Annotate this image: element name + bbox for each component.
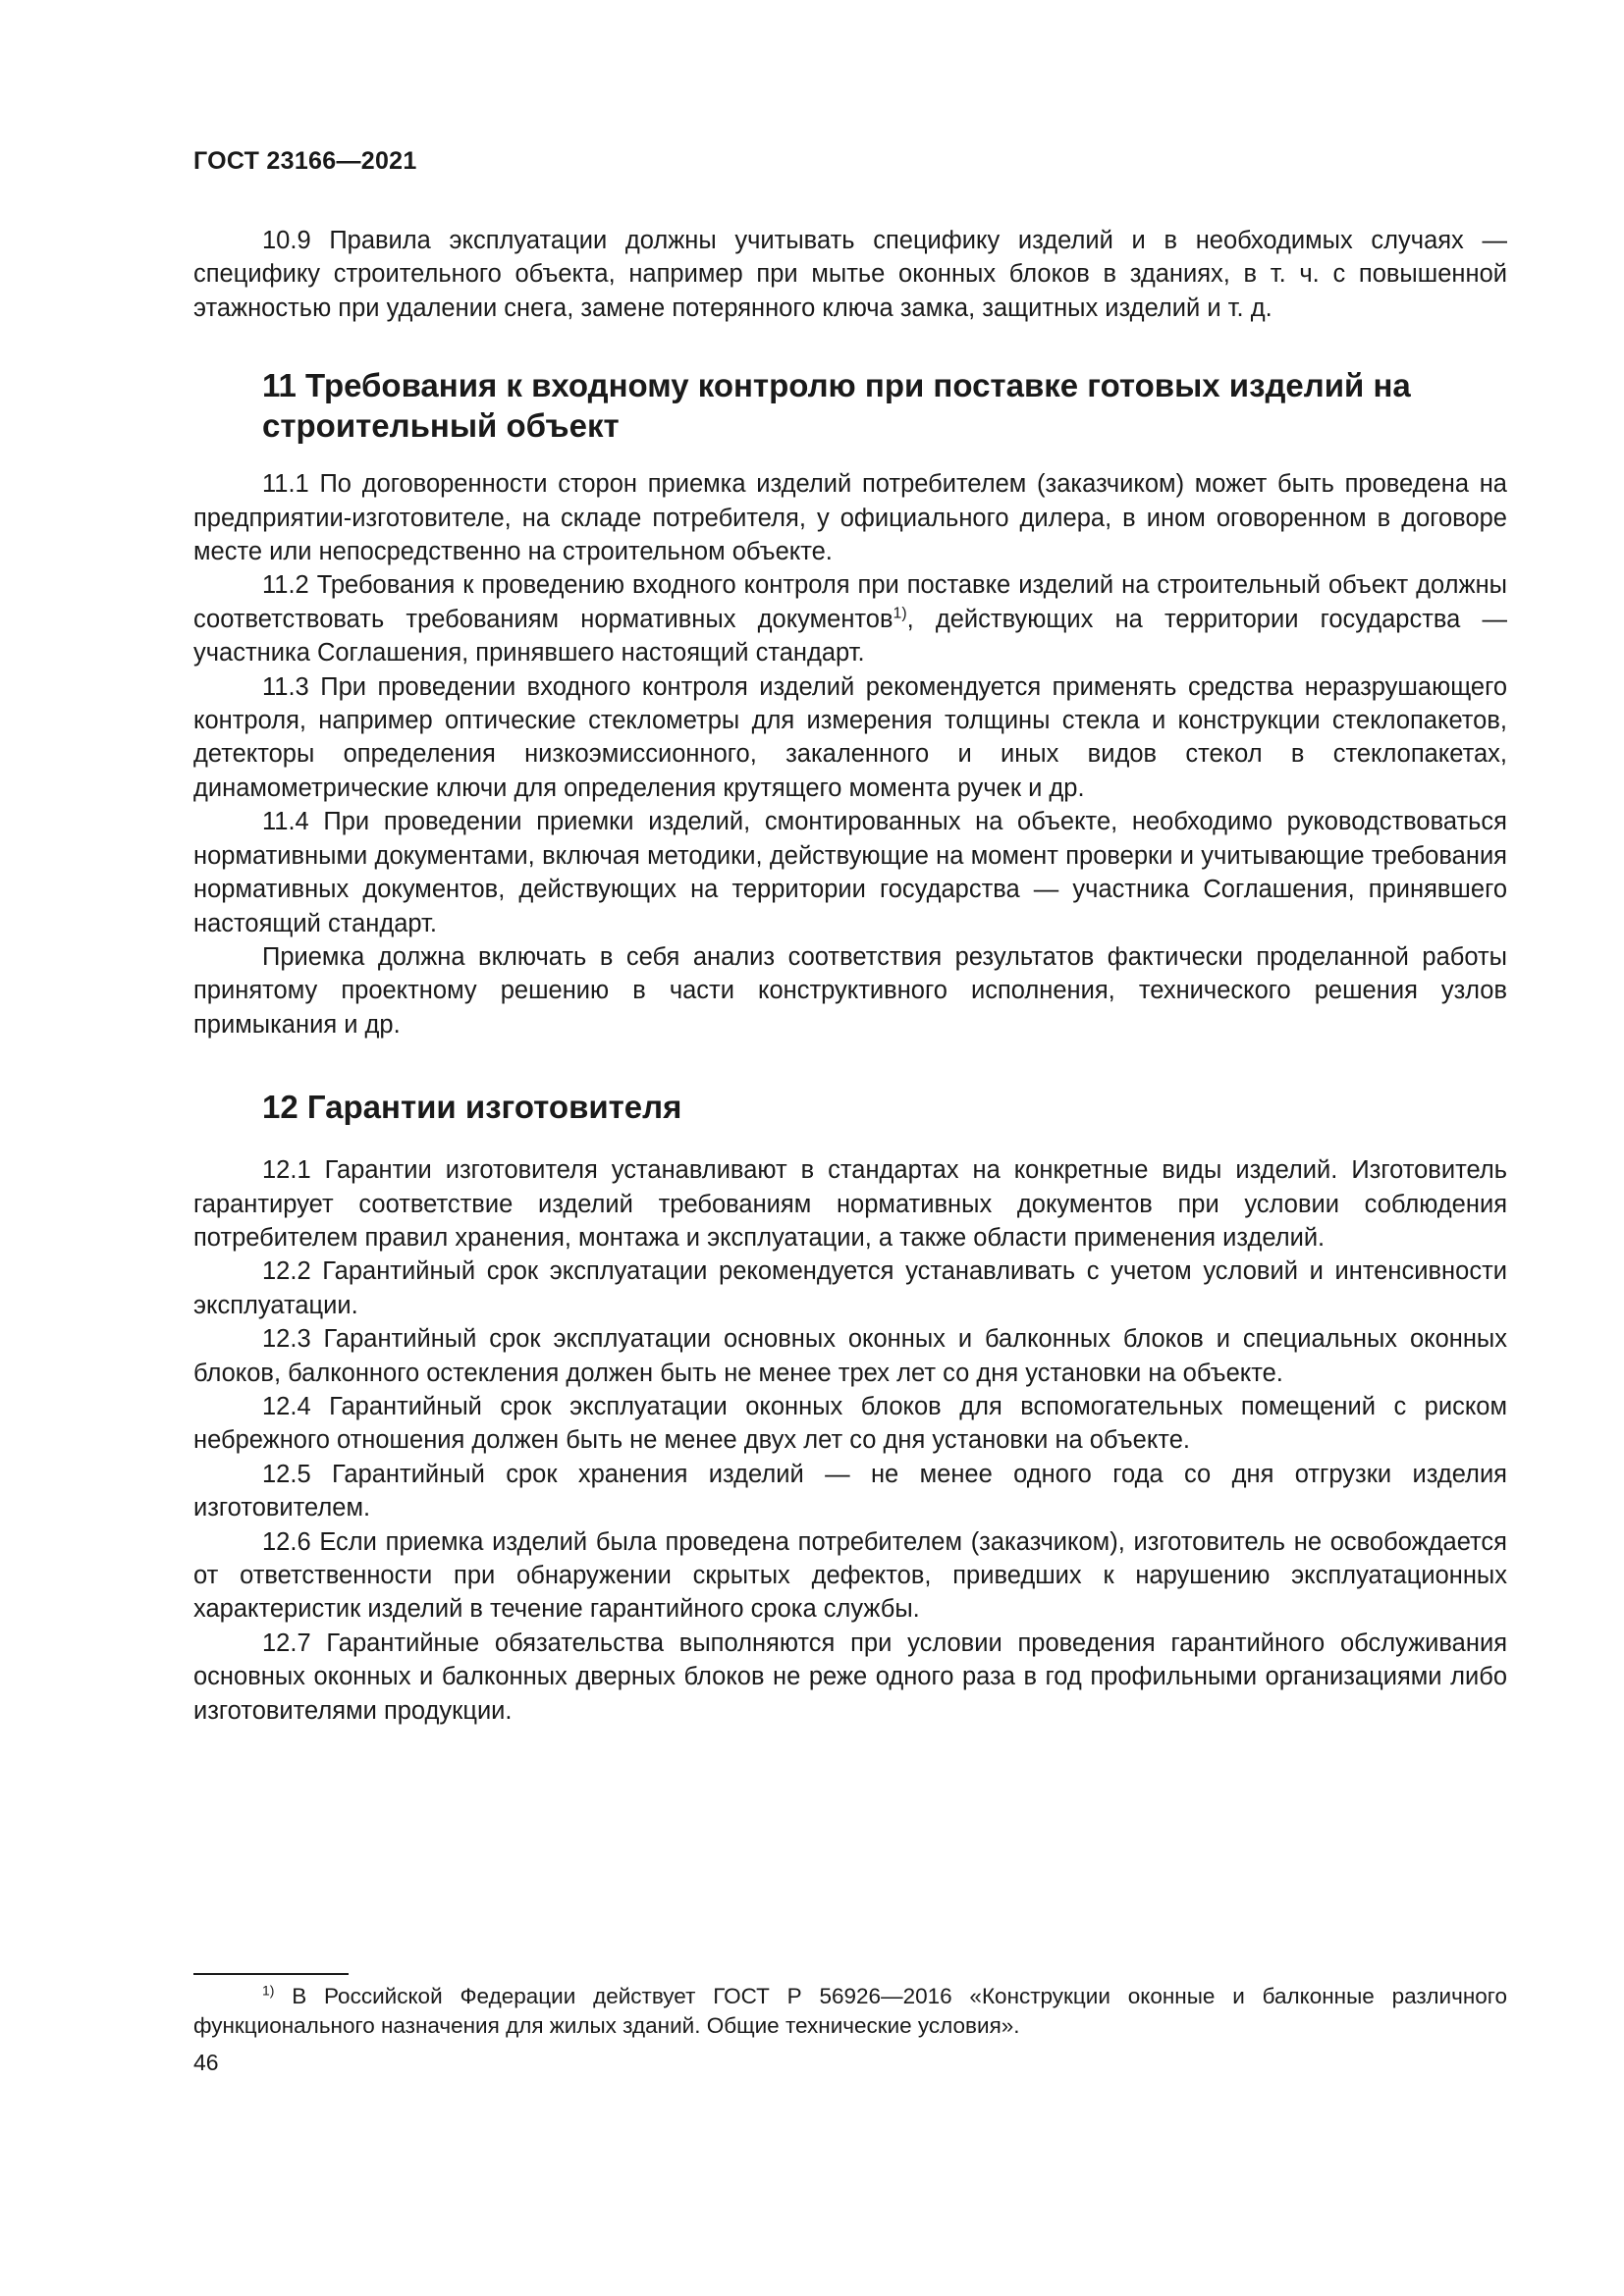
page-number: 46 [193, 2050, 219, 2075]
paragraph-11-2-text: 11.2 Требования к проведению входного контроля при поставке изделий на строительный объект должны соответствовать требованиям нормативных документов [193, 571, 1507, 633]
paragraph-11-3: 11.3 При проведении входного контроля изделий рекомендуется применять средства неразрушающего контроля, например оптические стеклометры для измерения толщины стекла и конструкции стеклопакетов, детекторы определения низкоэмиссионного, закаленного и иных видов стекол в стеклопакетах, динамометрические ключи для определения крутящего момента ручек и др. [193, 672, 1507, 802]
footnote-divider [193, 1973, 349, 1975]
footnote-text: В Российской Федерации действует ГОСТ Р 56926—2016 «Конструкции оконные и балконные различного функционального назначения для жилых зданий. Общие технические условия». [193, 1984, 1507, 2038]
footnote-ref: 1) [893, 605, 907, 622]
paragraph-12-1: 12.1 Гарантии изготовителя устанавливают в стандартах на конкретные виды изделий. Изготовитель гарантирует соответствие изделий требованиям нормативных документов при условии соблюдения потребителем правил хранения, монтажа и эксплуатации, а также области применения изделий. [193, 1156, 1507, 1252]
paragraph-11-2-text-cont: , действующих на территории государства — участника Соглашения, принявшего настоящий стандарт. [193, 605, 1507, 667]
paragraph-12-2: 12.2 Гарантийный срок эксплуатации рекомендуется устанавливать с учетом условий и интенсивности эксплуатации. [193, 1257, 1507, 1319]
document-header: ГОСТ 23166—2021 [193, 147, 417, 175]
paragraph-11-4: 11.4 При проведении приемки изделий, смонтированных на объекте, необходимо руководствоваться нормативными документами, включая методики, действующие на момент проверки и учитывающие требования нормативных документов, действующих на территории государства — участника Соглашения, принявшего настоящий стандарт. [193, 808, 1507, 937]
paragraph-11-1: 11.1 По договоренности сторон приемка изделий потребителем (заказчиком) может быть проведена на предприятии-изготовителе, на складе потребителя, у официального дилера, в ином оговоренном в договоре месте или непосредственно на строительном объекте. [193, 470, 1507, 566]
section-12-title: 12 Гарантии изготовителя [262, 1089, 682, 1126]
paragraph-12-6: 12.6 Если приемка изделий была проведена потребителем (заказчиком), изготовитель не освобождается от ответственности при обнаружении скрытых дефектов, приведших к нарушению эксплуатационных характеристик изделий в течение гарантийного срока службы. [193, 1527, 1507, 1624]
paragraph-12-5: 12.5 Гарантийный срок хранения изделий — не менее одного года со дня отгрузки изделия изготовителем. [193, 1460, 1507, 1522]
paragraph-12-3: 12.3 Гарантийный срок эксплуатации основных оконных и балконных блоков и специальных оконных блоков, балконного остекления должен быть не менее трех лет со дня установки на объекте. [193, 1325, 1507, 1387]
paragraph-12-4: 12.4 Гарантийный срок эксплуатации оконных блоков для вспомогательных помещений с риском небрежного отношения должен быть не менее двух лет со дня установки на объекте. [193, 1392, 1507, 1455]
footnote-marker: 1) [262, 1982, 275, 1999]
footnote [193, 1982, 1507, 2041]
document-body [193, 224, 1507, 1728]
paragraph-11-2 [193, 568, 1507, 669]
section-11-title: 11 Требования к входному контролю при поставке готовых изделий на строительный объект [262, 367, 1411, 445]
paragraph-12-7: 12.7 Гарантийные обязательства выполняются при условии проведения гарантийного обслуживания основных оконных и балконных дверных блоков не реже одного раза в год профильными организациями либо изготовителями продукции. [193, 1629, 1507, 1725]
paragraph-10-9: 10.9 Правила эксплуатации должны учитывать специфику изделий и в необходимых случаях — специфику строительного объекта, например при мытье оконных блоков в зданиях, в т. ч. с повышенной этажностью при удалении снега, замене потерянного ключа замка, защитных изделий и т. д. [193, 227, 1507, 322]
paragraph-11-4-continuation: Приемка должна включать в себя анализ соответствия результатов фактически проделанной работы принятому проектному решению в части конструктивного исполнения, технического решения узлов примыкания и др. [193, 942, 1507, 1039]
